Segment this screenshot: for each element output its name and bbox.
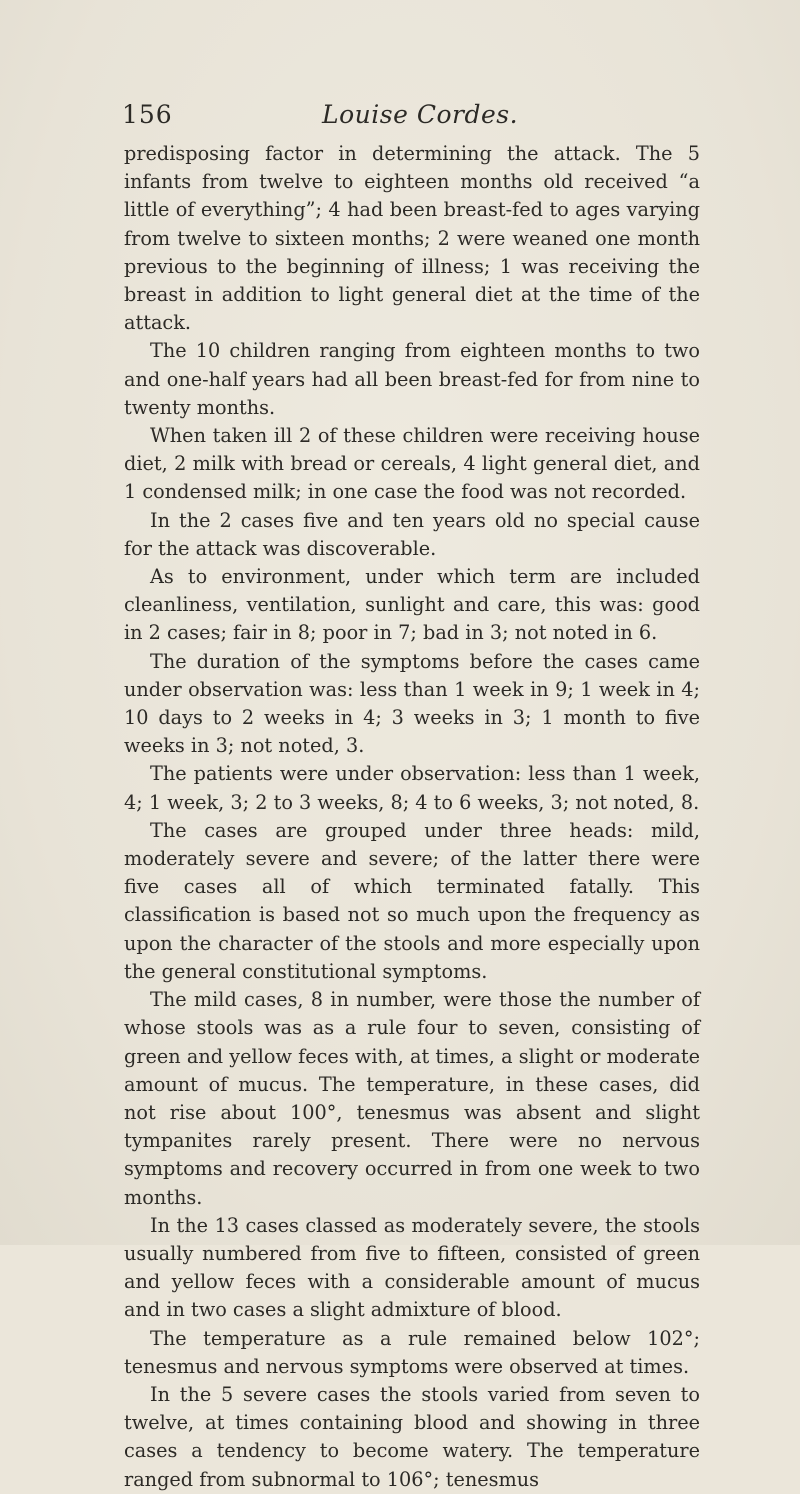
paragraph-environment: As to environment, under which term are included cleanliness, ventilation, sunlight and care, this was: good in 2 cases; fair in 8; poor in 7; bad in 3; not noted in 6. [124, 565, 700, 645]
paragraph-observation: The patients were under observation: less than 1 week, 4; 1 week, 3; 2 to 3 weeks, 8; 4 to 6 weeks, 3; not noted, 8. [124, 762, 700, 814]
paragraph-diet-when-ill: When taken ill 2 of these children were receiving house diet, 2 milk with bread or cereals, 4 light general diet, and 1 condensed milk; in one case the food was not recorded. [124, 424, 700, 504]
running-head [122, 100, 700, 136]
paragraph-ten-children: The 10 children ranging from eighteen months to two and one-half years had all been breast-fed for from nine to twenty months. [124, 339, 700, 419]
paragraph-mild-cases: The mild cases, 8 in number, were those the number of whose stools was as a rule four to seven, consisting of green and yellow feces with, at times, a slight or moderate amount of mucus. The temperature, in these cases, did not rise about 100°, tenesmus was absent and slight tympanites rarely present. There were no nervous symptoms and recovery occurred in from one week to two months. [124, 988, 700, 1209]
running-title: Louise Cordes. [322, 100, 519, 129]
paragraph-moderate-cases: In the 13 cases classed as moderately severe, the stools usually numbered from five to fifteen, consisted of green and yellow feces with a considerable amount of mucus and in two cases a slight admixture of blood. [124, 1213, 700, 1322]
paragraph-severe-cases: In the 5 severe cases the stools varied from seven to twelve, at times containing blood and showing in three cases a tendency to become watery. The temperature ranged from subnormal to 106°; tenesmus [124, 1382, 700, 1491]
paragraph-continued: predisposing factor in determining the attack. The 5 infants from twelve to eighteen months old received “a little of everything”; 4 had been breast-fed to ages varying from twelve to sixteen months; 2 were weaned one month previous to the beginning of illness; 1 was receiving the breast in addition to light general diet at the time of the attack. [124, 142, 700, 335]
page-number: 156 [122, 100, 173, 129]
paragraph-classification: The cases are grouped under three heads: mild, moderately severe and severe; of the latter there were five cases all of which terminated fatally. This classification is based not so much upon the frequency as upon the character of the stools and more especially upon the general constitutional symptoms. [124, 818, 700, 983]
paragraph-temperature: The temperature as a rule remained below 102°; tenesmus and nervous symptoms were observed at times. [124, 1326, 700, 1378]
paragraph-older-cases: In the 2 cases five and ten years old no special cause for the attack was discoverable. [124, 508, 700, 560]
paragraph-duration: The duration of the symptoms before the cases came under observation was: less than 1 week in 9; 1 week in 4; 10 days to 2 weeks in 4; 3 weeks in 3; 1 month to five weeks in 3; not noted, 3. [124, 649, 700, 758]
body-text [124, 140, 700, 1494]
